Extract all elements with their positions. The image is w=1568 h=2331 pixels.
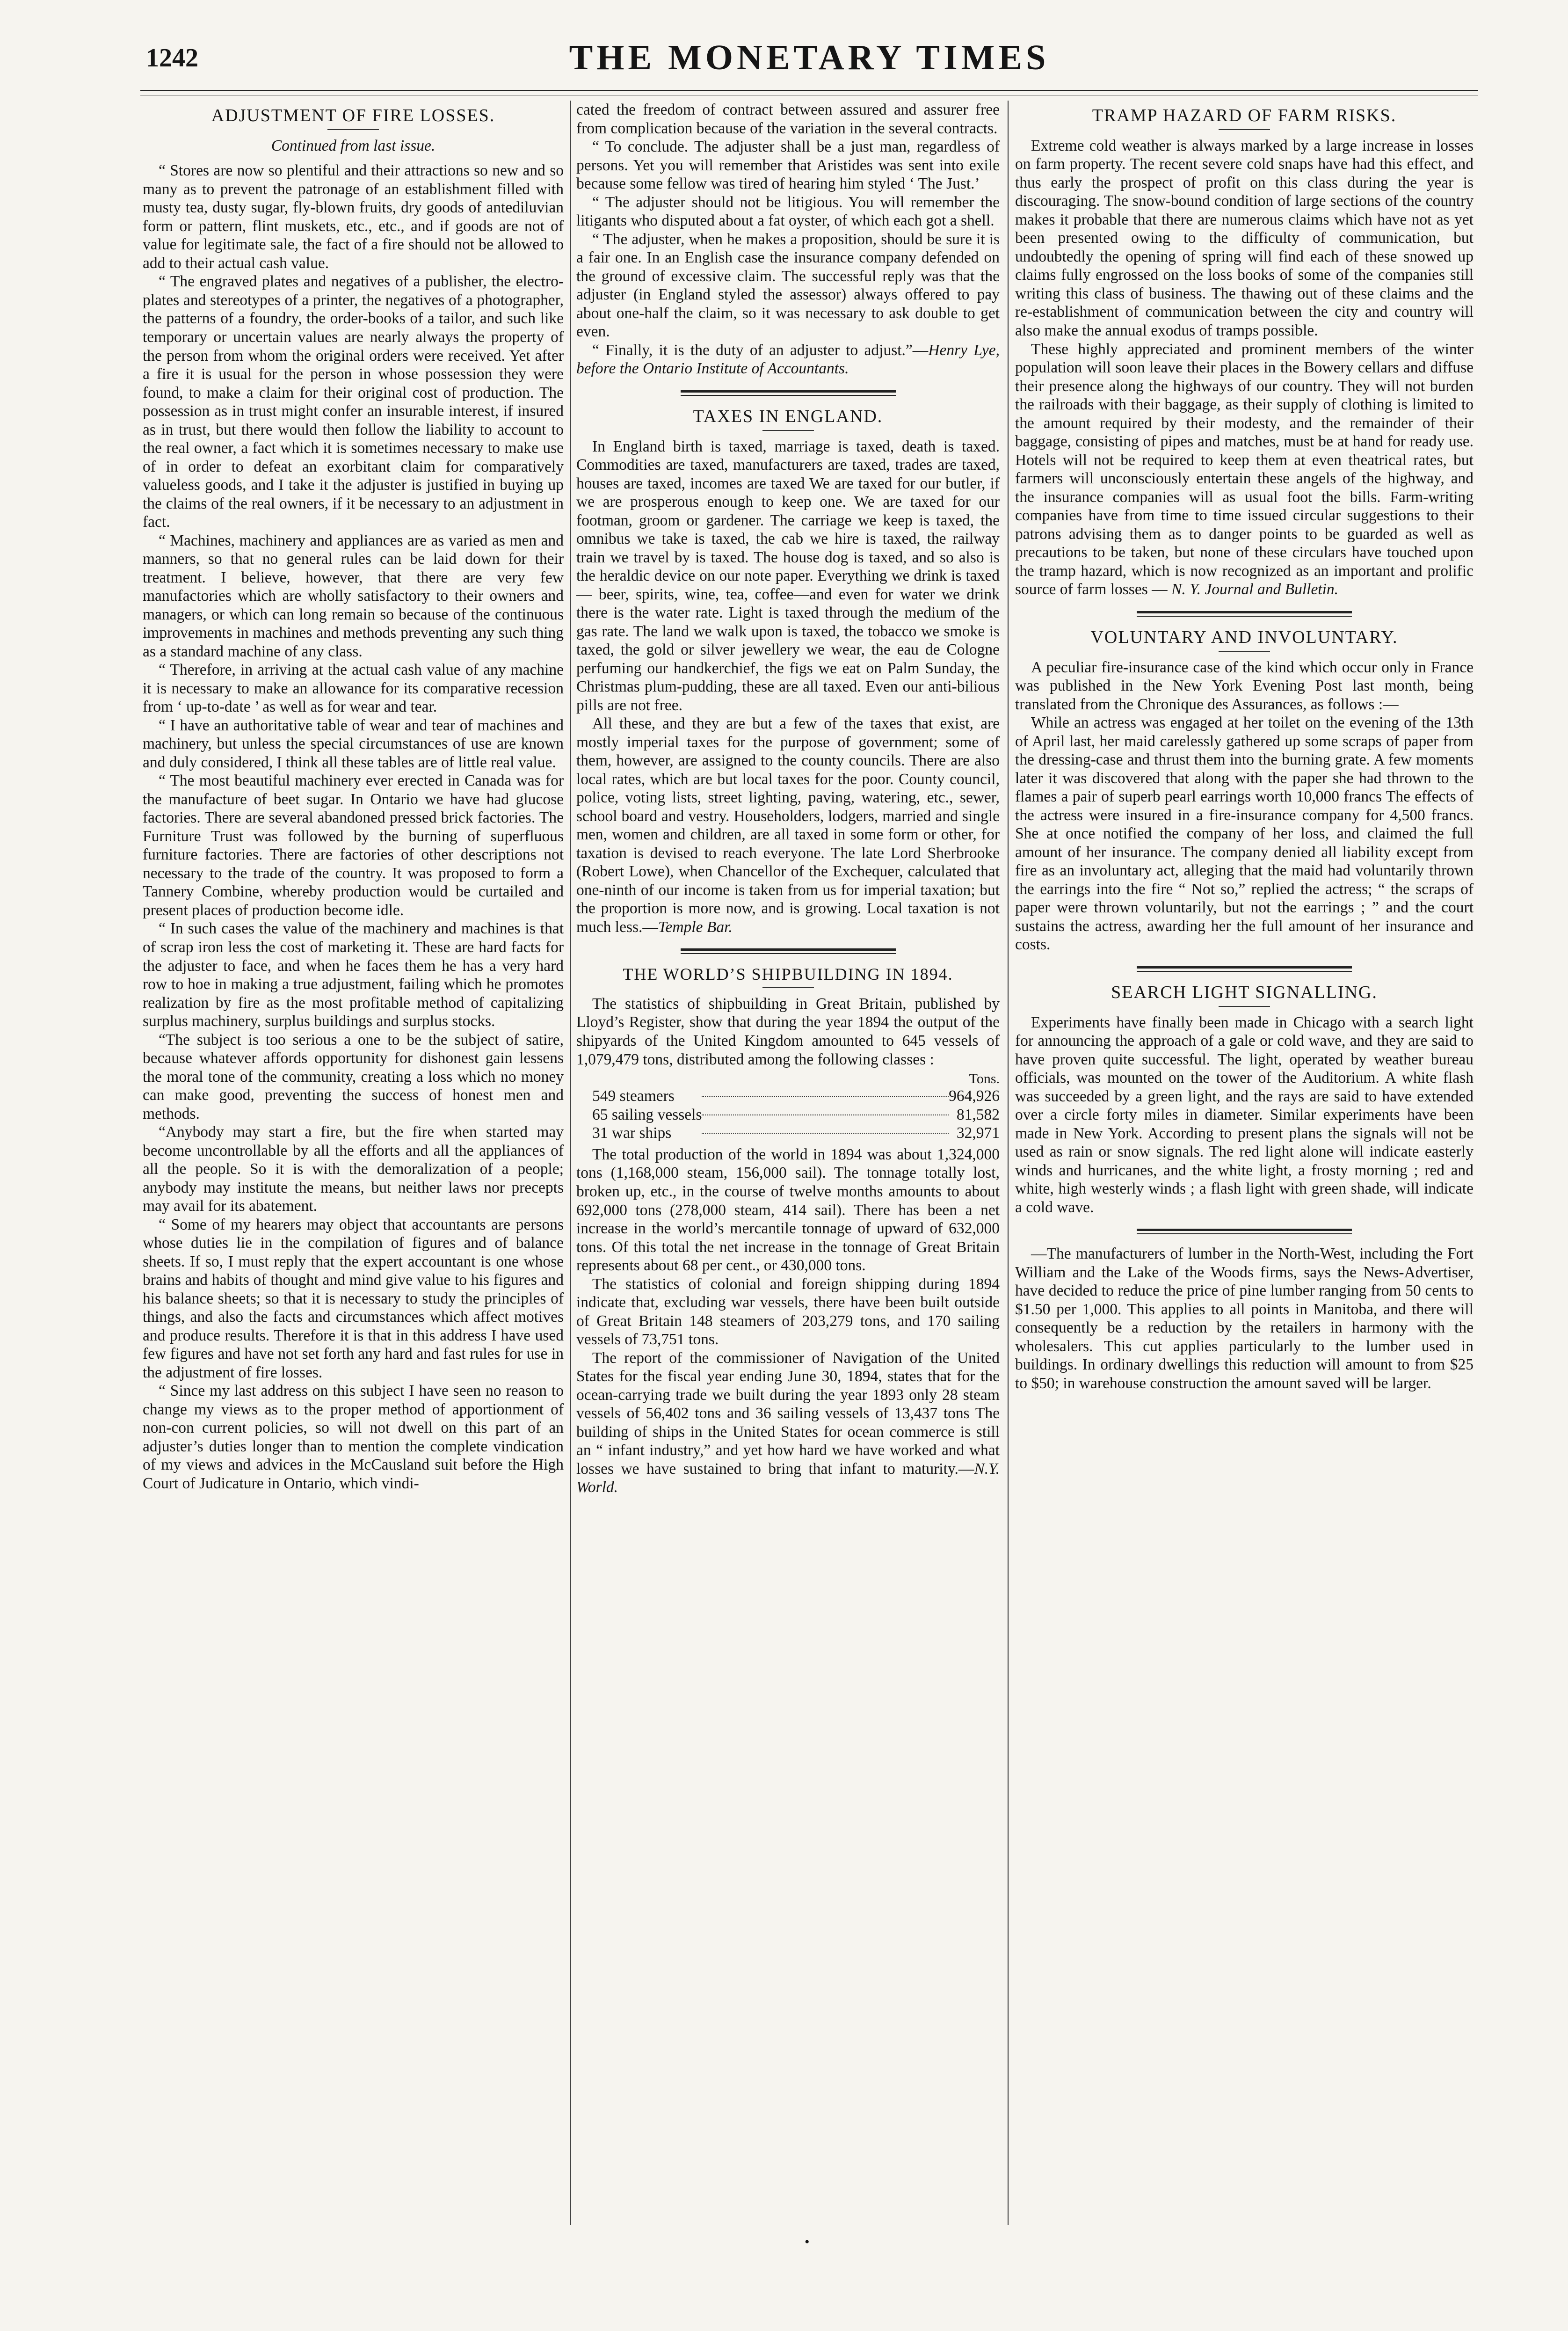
section-divider — [1137, 966, 1352, 972]
paragraph-text: These highly appreciated and prominent members of the winter population will soon leave their places in the Bowery cellars and diffuse their presence along the highways of our country. They will not burden the railroads with their baggage, as their supply of clothing is limited to the amount required by their modesty, and the remainder of their baggage, consisting of pipes and matches, must be at hand for ready use. Hotels will not be required to keep them at even theatrical rates, but farmers will unconsciously entertain these angels of the highway, and the insurance companies will as usual foot the bills. Farm-writing companies have from time to time issued circular suggestions to their patrons advising them as to danger points to be guarded as well as precautions to be taken, but none of these circulars have touched upon the tramp hazard, which is now recognized as an important and prolific source of farm losses — — [1015, 340, 1474, 598]
section-divider — [1137, 611, 1352, 617]
footer-mark: • — [805, 2234, 810, 2250]
paragraph: The statistics of shipbuilding in Great Britain, published by Lloyd’s Register, show that during the year 1894 the output of the shipyards of the United Kingdom amounted to 645 vessels of 1,079,479 tons, distributed among the following classes : — [576, 995, 1000, 1068]
paragraph: “ Therefore, in arriving at the actual cash value of any machine it is necessary to make an allowance for its comparative recession from ‘ up-to-date ’ as well as for wear and tear. — [143, 661, 564, 716]
article-title-shipbuilding: THE WORLD’S SHIPBUILDING IN 1894. — [623, 965, 953, 984]
title-rule — [327, 129, 379, 130]
paragraph: “ To conclude. The adjuster shall be a just man, regardless of persons. Yet you will remember that Aristides was sent into exile because some fellow was tired of hearing him styled ‘ The Just.’ — [576, 138, 1000, 193]
article-title-searchlight: SEARCH LIGHT SIGNALLING. — [1111, 982, 1378, 1002]
article-title-tramp: TRAMP HAZARD OF FARM RISKS. — [1092, 106, 1397, 125]
article-source: N.Y. World. — [576, 1460, 1000, 1496]
title-rule — [1219, 1006, 1270, 1007]
paragraph: —The manufacturers of lumber in the North-West, including the Fort William and the Lake of the Woods firms, says the News-Advertiser, have decided to reduce the price of pine lumber ranging from 50 cents to $1.50 per 1,000. This applies to all points in Manitoba, and there will consequently be a reduction by the retailers in harmony with the wholesalers. This cut applies particularly to the lumber used in buildings. In ordinary dwellings this reduction will amount to from $25 to $50; in warehouse construction the amount saved will be larger. — [1015, 1245, 1474, 1392]
paragraph: “Anybody may start a fire, but the fire when started may become uncontrollable by all the efforts and all the appliances of all the people. So it is with the demoralization of a people; anybody may institute the means, but neither laws nor precepts may avail for its abatement. — [143, 1123, 564, 1215]
page-header — [140, 37, 1478, 89]
dot-leader — [702, 1133, 949, 1134]
paragraph: In England birth is taxed, marriage is taxed, death is taxed. Commodities are taxed, manufacturers are taxed, trades are taxed, houses are taxed, incomes are taxed We are taxed for our butler, if we are prosperous enough to keep one. We are taxed for our footman, groom or gardener. The carriage we keep is taxed, the omnibus we take is taxed, the cab we hire is taxed, the railway train we travel by is taxed. The house dog is taxed, and so also is the heraldic device on our note paper. Everything we drink is taxed — beer, spirits, wine, tea, coffee—and even for water we drink there is the water rate. Light is taxed through the medium of the gas rate. The land we walk upon is taxed, the tobacco we smoke is taxed, the gold or silver jewellery we wear, the eau de Cologne perfuming our handkerchief, the figs we eat on Palm Sunday, the Christmas plum-pudding, these are all taxed. Even our anti-bilious pills are not free. — [576, 437, 1000, 714]
column-1 — [143, 101, 564, 2225]
paragraph-text: All these, and they are but a few of the taxes that exist, are mostly imperial taxes for the purpose of government; some of them, however, are assigned to the county councils. There are also local rates, which are but local taxes for the poor. County council, police, voting lists, street lighting, paving, watering, etc., sewer, school board and vestry. Householders, lodgers, married and single men, women and children, are all taxed in some form or other, for taxation is devised to reach everyone. The late Lord Sherbrooke (Robert Lowe), when Chancellor of the Exchequer, calculated that one-ninth of our income is taken from us for imperial taxation; but the proportion is more now, and is growing. Local taxation is not much less.— — [576, 715, 1000, 936]
title-rule — [762, 430, 814, 431]
table-cell-class: 31 war ships — [592, 1124, 672, 1142]
paragraph: “The subject is too serious a one to be the subject of satire, because whatever affords opportunity for dishonest gain lessens the moral tone of the community, creating a loss which no money can make good, preventing the success of honest men and methods. — [143, 1031, 564, 1122]
paragraph: Experiments have finally been made in Chicago with a search light for announcing the approach of a gale or cold wave, and they are said to have proven quite successful. The light, operated by weather bureau officials, was mounted on the tower of the Auditorium. A white flash was succeeded by a green light, and the rays are said to have extended over a circle forty miles in diameter. Similar experiments have been made in New York. According to present plans the signals will not be used as rain or snow signals. The red light alone will indicate easterly winds and hurricanes, and the white light, a frosty morning ; red and white, high westerly winds ; a flash light with green shade, will indicate a cold wave. — [1015, 1013, 1474, 1216]
article-source: Henry Lye, before the Ontario Institute of Accountants. — [576, 341, 1000, 378]
paragraph: “ I have an authoritative table of wear and tear of machines and machinery, but unless the special circumstances of use are known and duly considered, I think all these tables are of little real value. — [143, 716, 564, 771]
article-title-taxes: TAXES IN ENGLAND. — [693, 406, 883, 426]
paragraph: “ Since my last address on this subject I have seen no reason to change my views as to the proper method of apportionment of non-con current policies, so will not dwell on this part of an adjuster’s duties longer than to mention the complete vindication of my views and advices in the McCausland suit before the High Court of Judicature in Ontario, which vindi- — [143, 1382, 564, 1492]
paragraph: Extreme cold weather is always marked by a large increase in losses on farm property. The recent severe cold snaps have had this effect, and thus early the prospect of profit on this class during the year is discouraging. The snow-bound condition of large sections of the country makes it probable that there are numerous claims which have not as yet been presented owing to the difficulty of communication, but undoubtedly the opening of spring will find each of these snowed up claims fully engrossed on the loss books of some of the companies still writing this class of business. The thawing out of these claims and the re-establishment of communication between the city and country will also make the annual exodus of tramps possible. — [1015, 137, 1474, 339]
section-divider — [681, 390, 896, 396]
paragraph-final — [1015, 340, 1474, 599]
paragraph: “ In such cases the value of the machinery and machines is that of scrap iron less the cost of marketing it. These are hard facts for the adjuster to face, and when he faces them he has a very hard row to hoe in making a true adjustment, failing which he promotes realization by fire as the most profitable method of capitalizing surplus machinery, surplus buildings and surplus stocks. — [143, 920, 564, 1030]
paragraph: cated the freedom of contract between assured and assurer free from complication because of the variation in the several contracts. — [576, 101, 1000, 137]
column-divider-1 — [570, 101, 571, 2225]
paragraph: “ The adjuster should not be litigious. You will remember the litigants who disputed about a fat oyster, of which each got a shell. — [576, 193, 1000, 230]
table-cell-tons: 81,582 — [956, 1106, 1000, 1123]
paragraph: The total production of the world in 1894 was about 1,324,000 tons (1,168,000 steam, 156,000 sail). The tonnage totally lost, broken up, etc., in the course of twelve months amounts to about 692,000 tons (278,000 steam, 414 sail). There has been a net increase in the world’s mercantile tonnage of upward of 632,000 tons. Of this total the net increase in the tonnage of Great Britain represents about 68 per cent., or 430,000 tons. — [576, 1145, 1000, 1275]
header-rule — [140, 90, 1478, 91]
paragraph-final — [576, 341, 1000, 378]
article-title-fire-losses: ADJUSTMENT OF FIRE LOSSES. — [211, 106, 495, 125]
dot-leader — [702, 1096, 949, 1097]
table-header-tons: Tons. — [969, 1071, 1000, 1087]
title-rule — [762, 987, 814, 988]
title-rule — [1219, 651, 1270, 652]
paragraph: “ Machines, machinery and appliances are as varied as men and manners, so that no general rules can be laid down for their treatment. I believe, however, that there are very few manufactories which are wholly satisfactory to their owners and managers, or which can long remain so because of the continuous improvements in machines and methods preventing any such thing as a standard machine of any class. — [143, 532, 564, 660]
paragraph-text: The report of the commissioner of Navigation of the United States for the fiscal year ending June 30, 1894, states that for the ocean-carrying trade we built during the year 1893 only 28 steam vessels of 56,402 tons and 36 sailing vessels of 13,437 tons The building of ships in the United States for ocean commerce is still an “ infant industry,” and yet how hard we have worked and what losses we have sustained to bring that infant to maturity.— — [576, 1349, 1000, 1478]
section-divider — [681, 948, 896, 954]
paragraph-final — [576, 1349, 1000, 1497]
paragraph-text: “ Finally, it is the duty of an adjuster to adjust.”— — [592, 341, 929, 359]
column-2 — [576, 101, 1000, 2225]
tonnage-table — [576, 1071, 1000, 1143]
table-cell-class: 65 sailing vessels — [592, 1106, 702, 1123]
table-row — [576, 1106, 1000, 1124]
table-row — [576, 1124, 1000, 1143]
paragraph: “ Some of my hearers may object that accountants are persons whose duties lie in the compilation of figures and of balance sheets. If so, I must reply that the expert accountant is one whose brains and habits of thought and mind give value to his figures and his balance sheets; so that it is necessary to study the principles of things, and also the facts and circumstances which affect motives and produce results. Therefore it is that in this address I have used few figures and have not set forth any hard and fast rules for use in the adjustment of fire losses. — [143, 1216, 564, 1381]
paragraph: The statistics of colonial and foreign shipping during 1894 indicate that, excluding war vessels, there have been built outside of Great Britain 148 steamers of 203,279 tons, and 170 sailing vessels of 73,751 tons. — [576, 1275, 1000, 1348]
column-3 — [1015, 101, 1474, 2225]
paragraph: “ The engraved plates and negatives of a publisher, the electro-plates and stereotypes of a printer, the negatives of a photographer, the patterns of a foundry, the order-books of a tailor, and such like temporary or uncertain values are nearly always the property of the person from whom the original orders were received. Yet after a fire it is usual for the person in whose possession they were found, to make a claim for their original cost of production. The possession as in trust might confer an insurable interest, if insured as in trust, but there would then follow the liability to account to the real owner, a fact which it is sometimes necessary to make use of in order to defeat an exorbitant claim for comparatively valueless goods, and I take it the adjuster is justified in buying up the claims of the real owners, if it be necessary to an adjustment in fact. — [143, 273, 564, 531]
article-title-voluntary: VOLUNTARY AND INVOLUNTARY. — [1090, 627, 1398, 647]
article-subtitle: Continued from last issue. — [271, 137, 436, 154]
article-source: N. Y. Journal and Bulletin. — [1171, 581, 1339, 598]
page-number: 1242 — [146, 44, 198, 73]
table-cell-class: 549 steamers — [592, 1087, 675, 1105]
paragraph: “ The adjuster, when he makes a proposition, should be sure it is a fair one. In an English case the insurance company defended on the ground of excessive claim. The successful reply was that the adjuster (in England styled the assessor) always offered to pay about one-half the claim, so it was necessary to ask double to get even. — [576, 230, 1000, 341]
section-divider — [1137, 1229, 1352, 1234]
table-cell-tons: 32,971 — [956, 1124, 1000, 1142]
paragraph: While an actress was engaged at her toilet on the evening of the 13th of April last, her maid carelessly gathered up some scraps of paper from the dressing-case and thrust them into the burning grate. A few moments later it was discovered that along with the paper she had thrown to the flames a pair of superb pearl earrings worth 10,000 francs The effects of the actress were insured in a fire-insurance company for 4,500 francs. She at once notified the company of her loss, and claimed the full amount of her insurance. The company denied all liability except from fire as an involuntary act, alleging that the maid had voluntarily thrown the earrings into the fire “ Not so,” replied the actress; “ the scraps of paper were thrown voluntarily, but not the earrings ; ” and the court sustains the actress, awarding her the full amount of her insurance and costs. — [1015, 714, 1474, 954]
paragraph-final — [576, 714, 1000, 936]
paragraph: “ Stores are now so plentiful and their attractions so new and so many as to prevent the patronage of an establishment filled with musty tea, dusty sugar, fly-blown fruits, dry goods of antediluvian form or pattern, flint muskets, etc., etc., and if goods are not of value for legitimate sale, the fact of a fire should not be allowed to add to their actual cash value. — [143, 162, 564, 272]
table-header-row — [576, 1071, 1000, 1087]
paragraph: A peculiar fire-insurance case of the kind which occur only in France was published in the New York Evening Post last month, being translated from the Chronique des Assurances, as follows :— — [1015, 658, 1474, 713]
title-rule — [1219, 129, 1270, 130]
paragraph: “ The most beautiful machinery ever erected in Canada was for the manufacture of beet sugar. In Ontario we have had glucose factories. There are several abandoned pressed brick factories. The Furniture Trust was followed by the burning of superfluous furniture factories. There are factories of other descriptions not necessary to the trade of the country. It was proposed to form a Tannery Combine, whereby production would be curtailed and present places of production become idle. — [143, 772, 564, 919]
table-cell-tons: 964,926 — [949, 1087, 1000, 1105]
table-row — [576, 1087, 1000, 1106]
column-divider-2 — [1008, 101, 1009, 2225]
masthead-title: THE MONETARY TIMES — [569, 38, 1050, 77]
article-source: Temple Bar. — [658, 918, 733, 936]
